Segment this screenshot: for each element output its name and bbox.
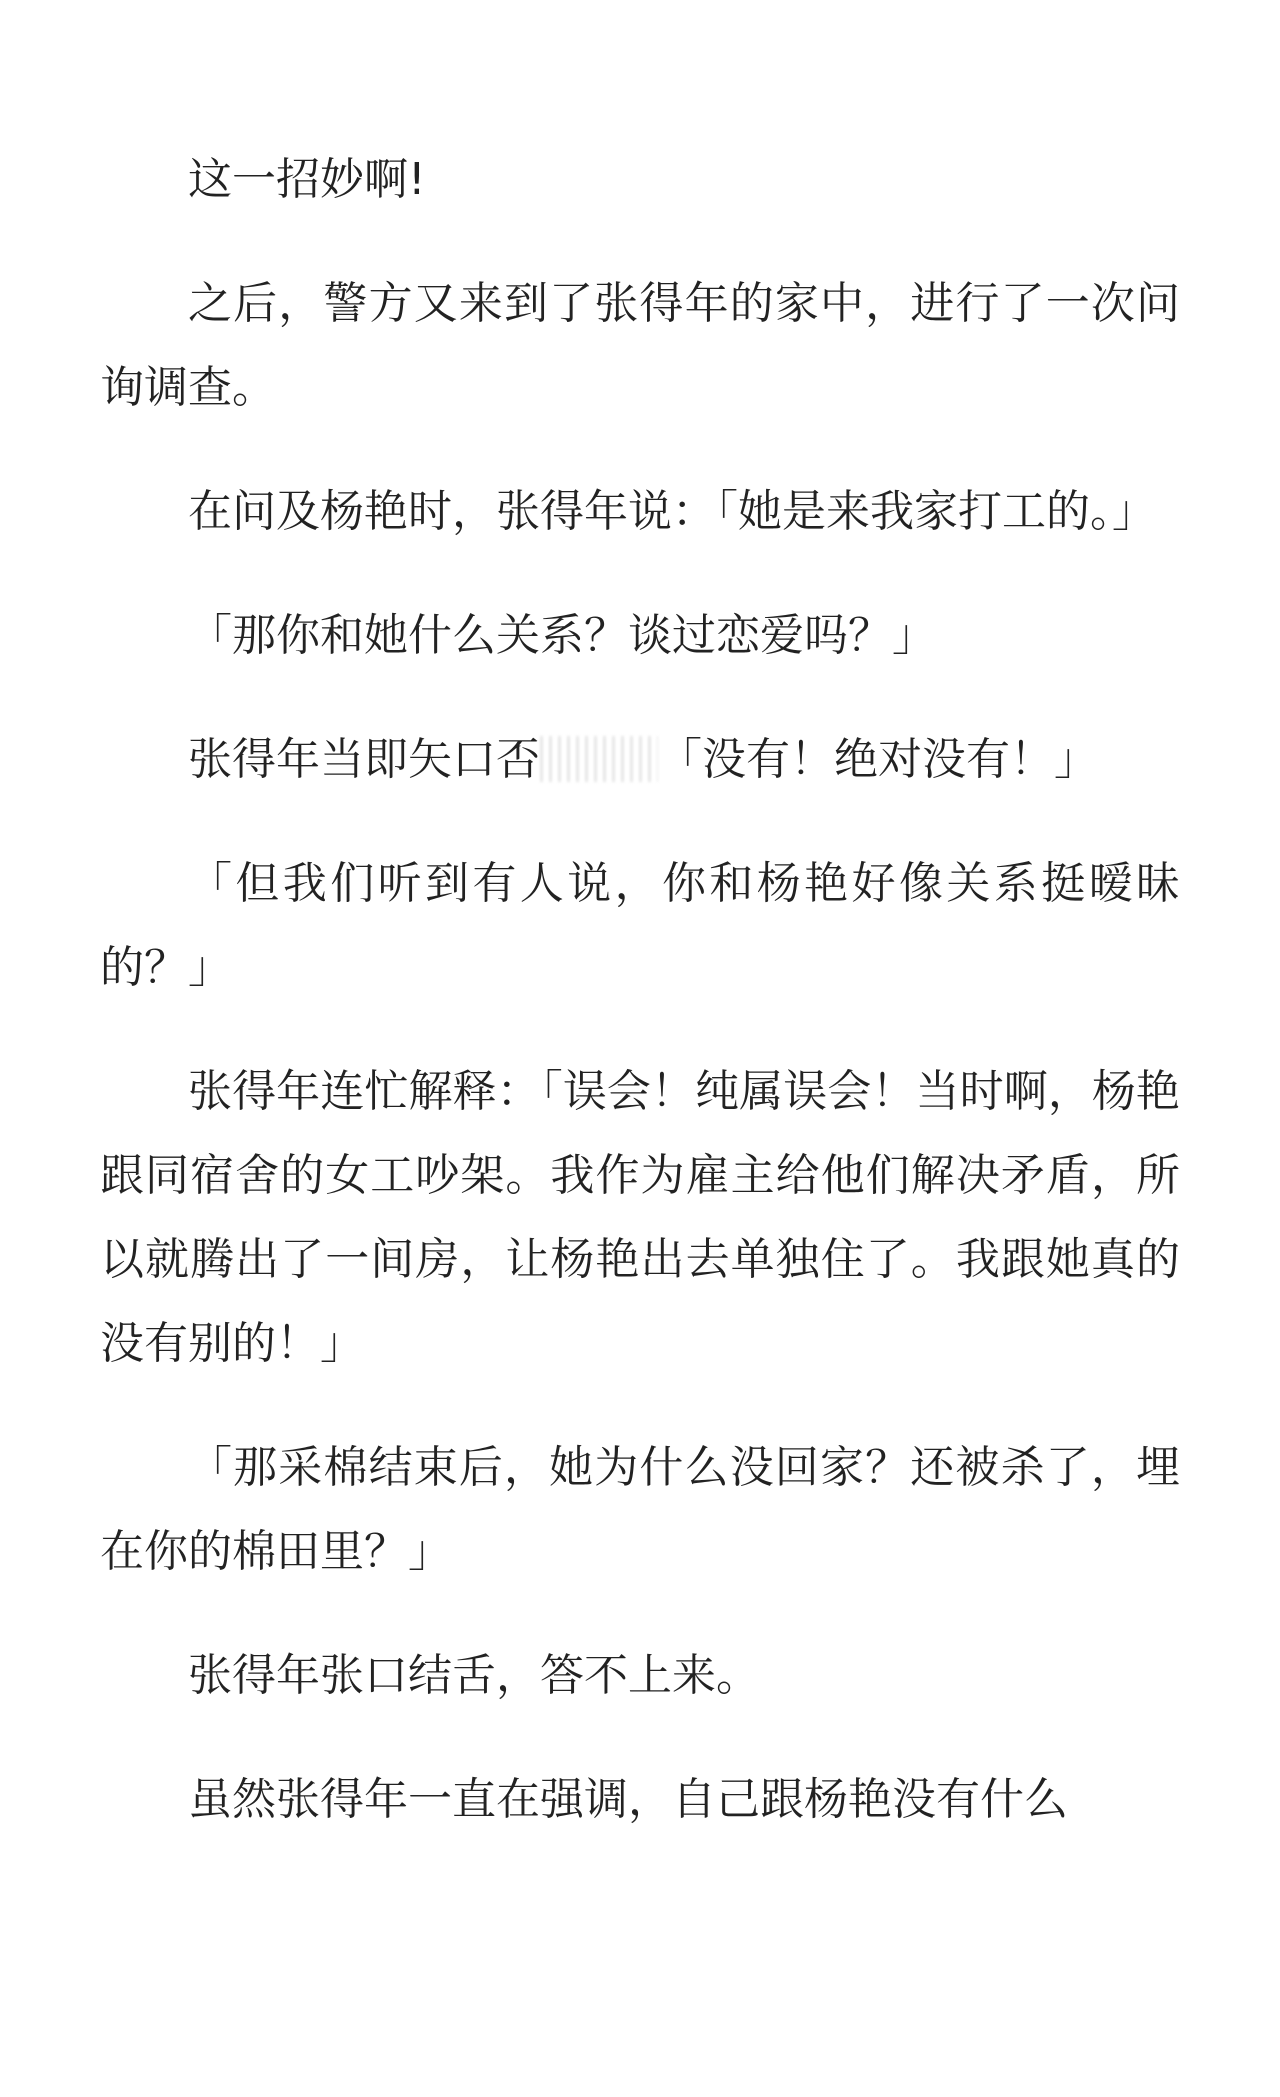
paragraph-5-after: 「没有！绝对没有！」 (658, 734, 1098, 785)
paragraph-5-before: 张得年当即矢口否 (188, 734, 540, 785)
article-body (100, 138, 1180, 1882)
paragraph-10: 虽然张得年一直在强调，自己跟杨艳没有什么 (188, 1774, 1068, 1825)
paragraph-1: 这一招妙啊! (188, 154, 426, 205)
paragraph-2: 之后，警方又来到了张得年的家中，进行了一次问询调查。 (100, 278, 1180, 413)
paragraph-6: 「但我们听到有人说，你和杨艳好像关系挺暧昧的？」 (100, 858, 1180, 993)
paragraph-4: 「那你和她什么关系？谈过恋爱吗？」 (188, 610, 936, 661)
paragraph-3: 在问及杨艳时，张得年说：「她是来我家打工的。」 (188, 486, 1156, 537)
paragraph-8: 「那采棉结束后，她为什么没回家？还被杀了，埋在你的棉田里？」 (100, 1442, 1180, 1577)
paragraph-9: 张得年张口结舌，答不上来。 (188, 1650, 760, 1701)
blurred-watermark (540, 736, 658, 782)
paragraph-5 (100, 718, 1180, 802)
paragraph-7: 张得年连忙解释：「误会！纯属误会！当时啊，杨艳跟同宿舍的女工吵架。我作为雇主给他们解决矛盾，所以就腾出了一间房，让杨艳出去单独住了。我跟她真的没有别的！」 (100, 1066, 1180, 1369)
